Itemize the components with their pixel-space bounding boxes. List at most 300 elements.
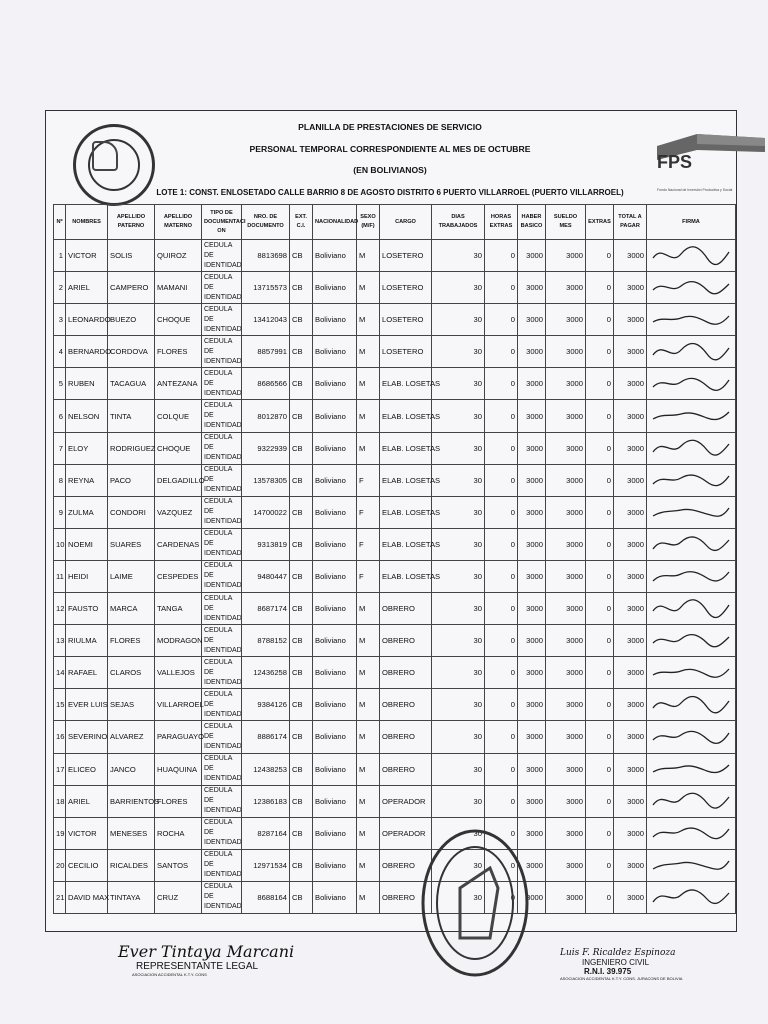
cell-sexo: M — [357, 368, 380, 400]
handwritten-signature — [649, 370, 733, 396]
cell-apellido-materno: MAMANI — [155, 272, 202, 304]
cell-dias-trabajados: 30 — [432, 304, 485, 336]
cell-haber-basico: 3000 — [518, 272, 546, 304]
cell-apellido-paterno: SUARES — [108, 528, 155, 560]
cell-haber-basico: 3000 — [518, 432, 546, 464]
cell-ext-ci: CB — [290, 496, 313, 528]
table-row — [54, 496, 736, 528]
column-header: NOMBRES — [66, 205, 108, 240]
cell-firma — [647, 496, 736, 528]
cell-nro-documento: 8686566 — [242, 368, 290, 400]
cell-tipo-documento: CEDULA DE IDENTIDAD — [202, 849, 242, 881]
cell-cargo: ELAB. LOSETAS — [380, 528, 432, 560]
cell-apellido-materno: CESPEDES — [155, 560, 202, 592]
cell-nombre: REYNA — [66, 464, 108, 496]
cell-nacionalidad: Boliviano — [313, 753, 357, 785]
column-header: EXTRAS — [586, 205, 614, 240]
cell-apellido-paterno: RODRIGUEZ — [108, 432, 155, 464]
cell-apellido-materno: VAZQUEZ — [155, 496, 202, 528]
cell-haber-basico: 3000 — [518, 657, 546, 689]
cell-ext-ci: CB — [290, 657, 313, 689]
handwritten-signature — [649, 851, 733, 877]
cell-extras: 0 — [586, 496, 614, 528]
cell-firma — [647, 689, 736, 721]
cell-haber-basico: 3000 — [518, 849, 546, 881]
cell-dias-trabajados: 30 — [432, 593, 485, 625]
title-line-1: PLANILLA DE PRESTACIONES DE SERVICIO — [298, 122, 482, 132]
cell-nombre: ARIEL — [66, 785, 108, 817]
row-number: 15 — [54, 689, 66, 721]
row-number: 8 — [54, 464, 66, 496]
cell-sueldo-mes: 3000 — [546, 400, 586, 432]
cell-tipo-documento: CEDULA DE IDENTIDAD — [202, 400, 242, 432]
cell-firma — [647, 432, 736, 464]
cell-haber-basico: 3000 — [518, 464, 546, 496]
cell-cargo: ELAB. LOSETAS — [380, 464, 432, 496]
cell-horas-extras: 0 — [485, 304, 518, 336]
cell-horas-extras: 0 — [485, 528, 518, 560]
cell-apellido-paterno: LAIME — [108, 560, 155, 592]
cell-apellido-paterno: BUEZO — [108, 304, 155, 336]
table-row — [54, 336, 736, 368]
row-number: 7 — [54, 432, 66, 464]
cell-nacionalidad: Boliviano — [313, 368, 357, 400]
cell-apellido-paterno: RICALDES — [108, 849, 155, 881]
cell-tipo-documento: CEDULA DE IDENTIDAD — [202, 560, 242, 592]
cell-tipo-documento: CEDULA DE IDENTIDAD — [202, 496, 242, 528]
cell-sueldo-mes: 3000 — [546, 464, 586, 496]
column-header: APELLIDO PATERNO — [108, 205, 155, 240]
cell-nro-documento: 8287164 — [242, 817, 290, 849]
cell-horas-extras: 0 — [485, 593, 518, 625]
representative-org: ASOCIACION ACCIDENTAL K.T.Y. CONS — [132, 972, 207, 977]
table-header-row — [54, 205, 736, 240]
cell-sueldo-mes: 3000 — [546, 785, 586, 817]
handwritten-signature — [649, 691, 733, 717]
row-number: 11 — [54, 560, 66, 592]
table-row — [54, 304, 736, 336]
cell-apellido-materno: QUIROZ — [155, 240, 202, 272]
row-number: 13 — [54, 625, 66, 657]
cell-tipo-documento: CEDULA DE IDENTIDAD — [202, 272, 242, 304]
cell-nombre: CECILIO — [66, 849, 108, 881]
cell-dias-trabajados: 30 — [432, 240, 485, 272]
legal-representative-signature-block — [118, 942, 294, 977]
cell-cargo: OBRERO — [380, 625, 432, 657]
cell-tipo-documento: CEDULA DE IDENTIDAD — [202, 528, 242, 560]
cell-cargo: OBRERO — [380, 849, 432, 881]
cell-haber-basico: 3000 — [518, 625, 546, 657]
cell-nacionalidad: Boliviano — [313, 400, 357, 432]
cell-haber-basico: 3000 — [518, 593, 546, 625]
cell-dias-trabajados: 30 — [432, 560, 485, 592]
cell-apellido-paterno: FLORES — [108, 625, 155, 657]
cell-cargo: OPERADOR — [380, 817, 432, 849]
cell-ext-ci: CB — [290, 753, 313, 785]
cell-nro-documento: 9384126 — [242, 689, 290, 721]
cell-sueldo-mes: 3000 — [546, 496, 586, 528]
table-row — [54, 785, 736, 817]
column-header: TOTAL A PAGAR — [614, 205, 647, 240]
engineer-registration: R.N.I. 39.975 — [584, 967, 632, 976]
cell-sueldo-mes: 3000 — [546, 560, 586, 592]
cell-nombre: ELICEO — [66, 753, 108, 785]
cell-haber-basico: 3000 — [518, 785, 546, 817]
cell-cargo: LOSETERO — [380, 272, 432, 304]
cell-sexo: M — [357, 336, 380, 368]
handwritten-signature — [649, 659, 733, 685]
cell-nombre: RAFAEL — [66, 657, 108, 689]
cell-firma — [647, 368, 736, 400]
handwritten-signature — [649, 627, 733, 653]
cell-total-a-pagar: 3000 — [614, 689, 647, 721]
cell-firma — [647, 721, 736, 753]
cell-total-a-pagar: 3000 — [614, 528, 647, 560]
cell-dias-trabajados: 30 — [432, 336, 485, 368]
cell-ext-ci: CB — [290, 464, 313, 496]
cell-apellido-paterno: SOLIS — [108, 240, 155, 272]
cell-apellido-materno: DELGADILLO — [155, 464, 202, 496]
cell-firma — [647, 785, 736, 817]
cell-nro-documento: 8688164 — [242, 881, 290, 913]
cell-ext-ci: CB — [290, 304, 313, 336]
cell-horas-extras: 0 — [485, 721, 518, 753]
cell-dias-trabajados: 30 — [432, 272, 485, 304]
cell-horas-extras: 0 — [485, 368, 518, 400]
cell-sexo: M — [357, 240, 380, 272]
cell-total-a-pagar: 3000 — [614, 849, 647, 881]
cell-haber-basico: 3000 — [518, 881, 546, 913]
cell-nombre: VICTOR — [66, 240, 108, 272]
cell-nro-documento: 13578305 — [242, 464, 290, 496]
cell-nro-documento: 12436258 — [242, 657, 290, 689]
cell-dias-trabajados: 30 — [432, 432, 485, 464]
cell-apellido-materno: FLORES — [155, 336, 202, 368]
row-number: 2 — [54, 272, 66, 304]
cell-sueldo-mes: 3000 — [546, 721, 586, 753]
cell-sexo: M — [357, 432, 380, 464]
cell-apellido-paterno: TINTAYA — [108, 881, 155, 913]
cell-ext-ci: CB — [290, 432, 313, 464]
cell-extras: 0 — [586, 849, 614, 881]
table-row — [54, 593, 736, 625]
cell-nro-documento: 12438253 — [242, 753, 290, 785]
row-number: 4 — [54, 336, 66, 368]
cell-horas-extras: 0 — [485, 240, 518, 272]
cell-cargo: OBRERO — [380, 721, 432, 753]
cell-nombre: NOEMI — [66, 528, 108, 560]
cell-apellido-paterno: TACAGUA — [108, 368, 155, 400]
table-row — [54, 560, 736, 592]
column-header: SEXO (M/F) — [357, 205, 380, 240]
table-row — [54, 528, 736, 560]
fps-brand: FPS — [657, 152, 693, 172]
cell-sexo: M — [357, 721, 380, 753]
column-header: CARGO — [380, 205, 432, 240]
cell-cargo: ELAB. LOSETAS — [380, 368, 432, 400]
cell-apellido-paterno: TINTA — [108, 400, 155, 432]
cell-nacionalidad: Boliviano — [313, 560, 357, 592]
cell-firma — [647, 304, 736, 336]
column-header: FIRMA — [647, 205, 736, 240]
cell-nombre: ARIEL — [66, 272, 108, 304]
cell-apellido-materno: CHOQUE — [155, 432, 202, 464]
engineer-title: INGENIERO CIVIL — [582, 958, 650, 967]
table-row — [54, 849, 736, 881]
column-header: EXT. C.I. — [290, 205, 313, 240]
row-number: 18 — [54, 785, 66, 817]
handwritten-signature — [649, 883, 733, 909]
cell-nro-documento: 12971534 — [242, 849, 290, 881]
cell-apellido-paterno: SEJAS — [108, 689, 155, 721]
cell-extras: 0 — [586, 689, 614, 721]
cell-tipo-documento: CEDULA DE IDENTIDAD — [202, 753, 242, 785]
cell-extras: 0 — [586, 753, 614, 785]
table-row — [54, 817, 736, 849]
cell-haber-basico: 3000 — [518, 336, 546, 368]
cell-haber-basico: 3000 — [518, 560, 546, 592]
cell-nombre: HEIDI — [66, 560, 108, 592]
row-number: 9 — [54, 496, 66, 528]
cell-horas-extras: 0 — [485, 657, 518, 689]
cell-sueldo-mes: 3000 — [546, 593, 586, 625]
cell-haber-basico: 3000 — [518, 817, 546, 849]
cell-sexo: F — [357, 496, 380, 528]
cell-tipo-documento: CEDULA DE IDENTIDAD — [202, 881, 242, 913]
cell-firma — [647, 625, 736, 657]
cell-total-a-pagar: 3000 — [614, 657, 647, 689]
cell-ext-ci: CB — [290, 593, 313, 625]
cell-horas-extras: 0 — [485, 753, 518, 785]
cell-haber-basico: 3000 — [518, 368, 546, 400]
handwritten-signature — [649, 402, 733, 428]
column-header: HABER BASICO — [518, 205, 546, 240]
column-header: SUELDO MES — [546, 205, 586, 240]
cell-sexo: M — [357, 400, 380, 432]
cell-ext-ci: CB — [290, 881, 313, 913]
cell-horas-extras: 0 — [485, 881, 518, 913]
cell-sexo: M — [357, 593, 380, 625]
cell-total-a-pagar: 3000 — [614, 368, 647, 400]
cell-tipo-documento: CEDULA DE IDENTIDAD — [202, 432, 242, 464]
row-number: 3 — [54, 304, 66, 336]
cell-extras: 0 — [586, 528, 614, 560]
cell-cargo: OBRERO — [380, 689, 432, 721]
cell-nro-documento: 12386183 — [242, 785, 290, 817]
cell-apellido-materno: MODRAGON — [155, 625, 202, 657]
title-line-2: PERSONAL TEMPORAL CORRESPONDIENTE AL MES DE OCTUBRE — [249, 144, 531, 154]
cell-dias-trabajados: 30 — [432, 689, 485, 721]
cell-haber-basico: 3000 — [518, 240, 546, 272]
cell-cargo: ELAB. LOSETAS — [380, 560, 432, 592]
cell-ext-ci: CB — [290, 817, 313, 849]
row-number: 14 — [54, 657, 66, 689]
cell-nombre: RIULMA — [66, 625, 108, 657]
cell-horas-extras: 0 — [485, 400, 518, 432]
cell-firma — [647, 849, 736, 881]
cell-nro-documento: 8886174 — [242, 721, 290, 753]
cell-firma — [647, 272, 736, 304]
cell-apellido-materno: SANTOS — [155, 849, 202, 881]
cell-apellido-paterno: CORDOVA — [108, 336, 155, 368]
cell-apellido-materno: CHOQUE — [155, 304, 202, 336]
cell-nombre: ZULMA — [66, 496, 108, 528]
cell-horas-extras: 0 — [485, 560, 518, 592]
table-row — [54, 881, 736, 913]
handwritten-signature — [649, 723, 733, 749]
table-row — [54, 432, 736, 464]
cell-cargo: ELAB. LOSETAS — [380, 400, 432, 432]
cell-dias-trabajados: 30 — [432, 496, 485, 528]
cell-total-a-pagar: 3000 — [614, 240, 647, 272]
column-header: TIPO DE DOCUMENTACI ON — [202, 205, 242, 240]
cell-apellido-paterno: ALVAREZ — [108, 721, 155, 753]
handwritten-signature — [649, 530, 733, 556]
fps-tagline: Fondo Nacional de Inversión Productiva y Social — [657, 188, 733, 192]
cell-nacionalidad: Boliviano — [313, 336, 357, 368]
row-number: 19 — [54, 817, 66, 849]
handwritten-signature — [649, 755, 733, 781]
row-number: 20 — [54, 849, 66, 881]
cell-ext-ci: CB — [290, 528, 313, 560]
cell-firma — [647, 817, 736, 849]
representative-name: Ever Tintaya Marcani — [118, 942, 295, 961]
cell-tipo-documento: CEDULA DE IDENTIDAD — [202, 336, 242, 368]
cell-apellido-materno: COLQUE — [155, 400, 202, 432]
cell-sueldo-mes: 3000 — [546, 657, 586, 689]
cell-cargo: ELAB. LOSETAS — [380, 432, 432, 464]
row-number: 6 — [54, 400, 66, 432]
cell-tipo-documento: CEDULA DE IDENTIDAD — [202, 657, 242, 689]
cell-dias-trabajados: 30 — [432, 817, 485, 849]
cell-haber-basico: 3000 — [518, 753, 546, 785]
row-number: 17 — [54, 753, 66, 785]
cell-firma — [647, 464, 736, 496]
cell-firma — [647, 240, 736, 272]
cell-firma — [647, 881, 736, 913]
cell-sueldo-mes: 3000 — [546, 689, 586, 721]
cell-tipo-documento: CEDULA DE IDENTIDAD — [202, 689, 242, 721]
cell-dias-trabajados: 30 — [432, 657, 485, 689]
cell-sexo: M — [357, 817, 380, 849]
handwritten-signature — [649, 787, 733, 813]
cell-total-a-pagar: 3000 — [614, 496, 647, 528]
cell-sexo: M — [357, 304, 380, 336]
cell-nro-documento: 8788152 — [242, 625, 290, 657]
cell-ext-ci: CB — [290, 721, 313, 753]
cell-haber-basico: 3000 — [518, 496, 546, 528]
cell-ext-ci: CB — [290, 689, 313, 721]
cell-tipo-documento: CEDULA DE IDENTIDAD — [202, 304, 242, 336]
cell-ext-ci: CB — [290, 240, 313, 272]
cell-total-a-pagar: 3000 — [614, 560, 647, 592]
cell-total-a-pagar: 3000 — [614, 721, 647, 753]
cell-apellido-paterno: JANCO — [108, 753, 155, 785]
cell-total-a-pagar: 3000 — [614, 817, 647, 849]
lote-line: LOTE 1: CONST. ENLOSETADO CALLE BARRIO 8 DE AGOSTO DISTRITO 6 PUERTO VILLARROEL (PUERTO VILLARROEL) — [156, 188, 624, 197]
cell-horas-extras: 0 — [485, 625, 518, 657]
cell-horas-extras: 0 — [485, 817, 518, 849]
cell-apellido-materno: HUAQUINA — [155, 753, 202, 785]
cell-apellido-materno: CARDENAS — [155, 528, 202, 560]
cell-nombre: FAUSTO — [66, 593, 108, 625]
cell-sexo: M — [357, 785, 380, 817]
cell-nombre: SEVERINO — [66, 721, 108, 753]
cell-extras: 0 — [586, 881, 614, 913]
cell-nombre: ELOY — [66, 432, 108, 464]
cell-dias-trabajados: 30 — [432, 464, 485, 496]
table-row — [54, 400, 736, 432]
cell-nombre: NELSON — [66, 400, 108, 432]
cell-cargo: ELAB. LOSETAS — [380, 496, 432, 528]
cell-haber-basico: 3000 — [518, 721, 546, 753]
handwritten-signature — [649, 338, 733, 364]
cell-dias-trabajados: 30 — [432, 721, 485, 753]
cell-ext-ci: CB — [290, 336, 313, 368]
cell-sueldo-mes: 3000 — [546, 432, 586, 464]
cell-sexo: F — [357, 560, 380, 592]
cell-total-a-pagar: 3000 — [614, 593, 647, 625]
cell-extras: 0 — [586, 657, 614, 689]
cell-cargo: OBRERO — [380, 753, 432, 785]
row-number: 10 — [54, 528, 66, 560]
cell-nro-documento: 9480447 — [242, 560, 290, 592]
cell-apellido-materno: PARAGUAYO — [155, 721, 202, 753]
cell-nacionalidad: Boliviano — [313, 625, 357, 657]
cell-sueldo-mes: 3000 — [546, 240, 586, 272]
cell-total-a-pagar: 3000 — [614, 464, 647, 496]
cell-sexo: M — [357, 689, 380, 721]
row-number: 12 — [54, 593, 66, 625]
cell-extras: 0 — [586, 368, 614, 400]
cell-dias-trabajados: 30 — [432, 625, 485, 657]
cell-apellido-materno: VALLEJOS — [155, 657, 202, 689]
cell-haber-basico: 3000 — [518, 400, 546, 432]
cell-nacionalidad: Boliviano — [313, 272, 357, 304]
cell-nacionalidad: Boliviano — [313, 496, 357, 528]
cell-tipo-documento: CEDULA DE IDENTIDAD — [202, 817, 242, 849]
cell-extras: 0 — [586, 432, 614, 464]
cell-horas-extras: 0 — [485, 464, 518, 496]
cell-total-a-pagar: 3000 — [614, 753, 647, 785]
cell-cargo: OPERADOR — [380, 785, 432, 817]
table-row — [54, 272, 736, 304]
cell-cargo: LOSETERO — [380, 304, 432, 336]
cell-nacionalidad: Boliviano — [313, 464, 357, 496]
cell-nro-documento: 9313819 — [242, 528, 290, 560]
cell-extras: 0 — [586, 560, 614, 592]
handwritten-signature — [649, 595, 733, 621]
table-row — [54, 240, 736, 272]
table-row — [54, 368, 736, 400]
cell-nacionalidad: Boliviano — [313, 432, 357, 464]
cell-sueldo-mes: 3000 — [546, 881, 586, 913]
cell-tipo-documento: CEDULA DE IDENTIDAD — [202, 240, 242, 272]
cell-sueldo-mes: 3000 — [546, 753, 586, 785]
cell-nacionalidad: Boliviano — [313, 817, 357, 849]
cell-apellido-materno: TANGA — [155, 593, 202, 625]
cell-nro-documento: 9322939 — [242, 432, 290, 464]
cell-cargo: OBRERO — [380, 881, 432, 913]
title-line-3: (EN BOLIVIANOS) — [353, 165, 427, 175]
cell-sexo: M — [357, 753, 380, 785]
cell-dias-trabajados: 30 — [432, 881, 485, 913]
cell-extras: 0 — [586, 304, 614, 336]
document-header — [45, 110, 735, 200]
cell-dias-trabajados: 30 — [432, 400, 485, 432]
cell-sexo: F — [357, 464, 380, 496]
cell-nacionalidad: Boliviano — [313, 528, 357, 560]
